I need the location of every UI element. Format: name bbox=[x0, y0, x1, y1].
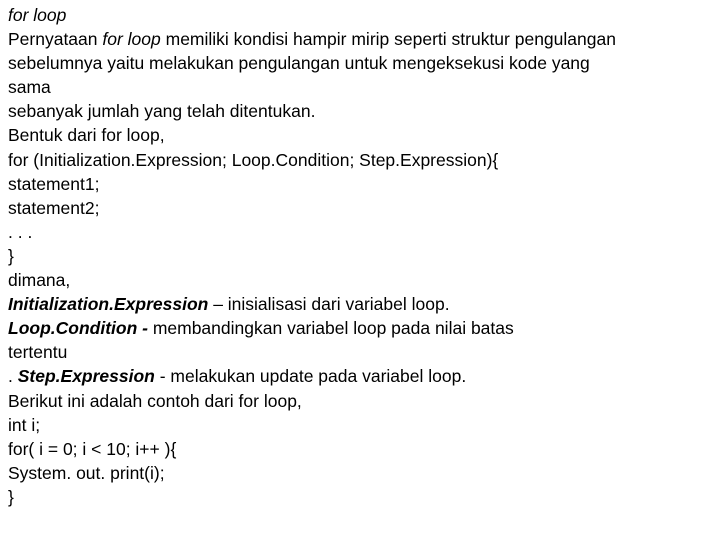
section-title: for loop bbox=[8, 5, 67, 25]
definition-term: Initialization.Expression bbox=[8, 294, 209, 315]
definition-prefix: . bbox=[8, 366, 18, 387]
definition-desc: – inisialisasi dari variabel loop. bbox=[208, 294, 450, 315]
example-code-line-3: System. out. print(i); bbox=[8, 462, 165, 483]
example-code-line-1: int i; bbox=[8, 414, 41, 435]
example-code-line-2: for( i = 0; i < 10; i++ ){ bbox=[8, 438, 177, 459]
definition-desc: - melakukan update pada variabel loop. bbox=[154, 366, 467, 387]
intro-line-4: sebanyak jumlah yang telah ditentukan. bbox=[8, 101, 316, 122]
example-intro: Berikut ini adalah contoh dari for loop, bbox=[8, 390, 302, 411]
document-body bbox=[8, 3, 714, 509]
syntax-statement-1: statement1; bbox=[8, 173, 100, 194]
definition-condition bbox=[8, 316, 714, 340]
syntax-header: for (Initialization.Expression; Loop.Condition; Step.Expression){ bbox=[8, 149, 499, 170]
definition-initialization bbox=[8, 292, 714, 316]
where-label: dimana, bbox=[8, 270, 71, 291]
syntax-close-brace: } bbox=[8, 245, 14, 266]
intro-text: Pernyataan bbox=[8, 29, 103, 50]
form-intro: Bentuk dari for loop, bbox=[8, 125, 165, 146]
intro-line-3: sama bbox=[8, 77, 51, 98]
intro-line-1 bbox=[8, 27, 714, 51]
example-code-line-4: } bbox=[8, 486, 14, 507]
syntax-statement-2: statement2; bbox=[8, 197, 100, 218]
definition-condition-cont: tertentu bbox=[8, 342, 68, 363]
definition-desc: membandingkan variabel loop pada nilai batas bbox=[147, 318, 514, 339]
intro-line-2: sebelumnya yaitu melakukan pengulangan untuk mengeksekusi kode yang bbox=[8, 53, 590, 74]
definition-term: Loop.Condition - bbox=[8, 318, 148, 339]
intro-italic-term: for loop bbox=[102, 29, 161, 50]
intro-text-cont: memiliki kondisi hampir mirip seperti struktur pengulangan bbox=[160, 29, 616, 50]
definition-step bbox=[8, 364, 714, 388]
definition-term: Step.Expression bbox=[17, 366, 155, 387]
syntax-ellipsis: . . . bbox=[8, 221, 33, 242]
